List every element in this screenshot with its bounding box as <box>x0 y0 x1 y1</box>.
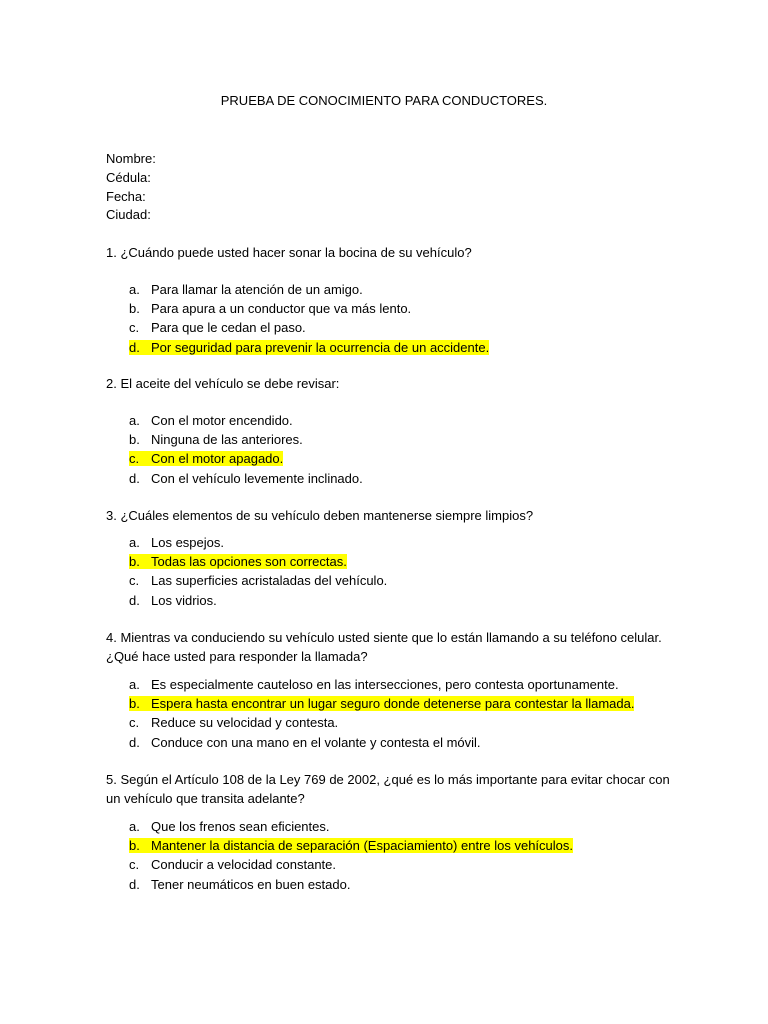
option-text: Tener neumáticos en buen estado. <box>151 876 351 892</box>
question-2-options <box>129 411 363 488</box>
question-1-options <box>129 280 489 357</box>
question-3-option-d <box>129 591 387 610</box>
option-letter: b. <box>129 696 140 712</box>
option-text: Reduce su velocidad y contesta. <box>151 715 339 731</box>
document-title: PRUEBA DE CONOCIMIENTO PARA CONDUCTORES. <box>220 93 548 108</box>
option-text: Con el motor encendido. <box>151 413 293 428</box>
option-letter: a. <box>129 282 140 297</box>
id-field-label: Cédula: <box>106 169 151 185</box>
option-text: Las superficies acristaladas del vehículo. <box>151 573 388 589</box>
question-3-option-b <box>129 552 387 571</box>
question-1-option-a <box>129 280 489 299</box>
option-text: Los vidrios. <box>151 592 217 608</box>
question-4-option-c <box>129 713 634 732</box>
option-text: Con el motor apagado. <box>151 451 284 467</box>
question-4-option-b <box>129 694 634 713</box>
question-5-option-d <box>129 875 573 894</box>
question-5-option-a <box>129 817 573 836</box>
option-letter: c. <box>129 451 140 467</box>
option-text: Espera hasta encontrar un lugar seguro donde detenerse para contestar la llamada. <box>151 696 635 712</box>
option-text: Para apura a un conductor que va más lento. <box>151 301 412 317</box>
option-letter: d. <box>129 592 140 608</box>
option-letter: d. <box>129 876 140 892</box>
question-1: 1. ¿Cuándo puede usted hacer sonar la bocina de su vehículo? <box>106 245 472 260</box>
question-3-option-c <box>129 571 387 590</box>
option-text: Para que le cedan el paso. <box>151 320 306 336</box>
question-2: 2. El aceite del vehículo se debe revisar: <box>106 376 340 391</box>
question-1-option-b <box>129 299 489 318</box>
option-text: Mantener la distancia de separación (Espaciamiento) entre los vehículos. <box>151 838 574 854</box>
personal-info-block <box>106 150 156 225</box>
question-5-options <box>129 817 573 894</box>
question-5-option-b <box>129 836 573 855</box>
question-1-option-d <box>129 338 489 357</box>
question-4-options <box>129 675 634 752</box>
option-text: Que los frenos sean eficientes. <box>151 819 330 834</box>
question-2-option-b <box>129 430 363 449</box>
city-field-label: Ciudad: <box>106 207 151 223</box>
option-letter: c. <box>129 857 140 873</box>
question-5: 5. Según el Artículo 108 de la Ley 769 de 2002, ¿qué es lo más importante para evitar chocar con un vehículo que transita adelante? <box>106 772 670 806</box>
option-letter: b. <box>129 838 140 854</box>
question-4-option-a <box>129 675 634 694</box>
question-3-option-a <box>129 533 387 552</box>
option-text: Todas las opciones son correctas. <box>151 554 347 570</box>
option-text: Los espejos. <box>151 535 224 550</box>
option-letter: a. <box>129 413 140 428</box>
date-field-label: Fecha: <box>106 188 146 204</box>
option-text: Por seguridad para prevenir la ocurrencia de un accidente. <box>151 339 490 355</box>
option-text: Conducir a velocidad constante. <box>151 857 337 873</box>
option-text: Con el vehículo levemente inclinado. <box>151 470 363 486</box>
question-2-option-a <box>129 411 363 430</box>
option-letter: d. <box>129 470 140 486</box>
option-letter: d. <box>129 734 140 750</box>
question-3-options <box>129 533 387 610</box>
option-letter: a. <box>129 677 140 692</box>
option-letter: b. <box>129 554 140 570</box>
question-4-option-d <box>129 733 634 752</box>
question-4: 4. Mientras va conduciendo su vehículo usted siente que lo están llamando a su teléfono celular. ¿Qué hace usted para responder la llamada? <box>106 630 662 664</box>
question-1-option-c <box>129 318 489 337</box>
option-letter: b. <box>129 301 140 317</box>
option-letter: c. <box>129 715 140 731</box>
name-field-label: Nombre: <box>106 151 156 166</box>
option-letter: c. <box>129 573 140 589</box>
option-text: Es especialmente cauteloso en las intersecciones, pero contesta oportunamente. <box>151 677 619 692</box>
option-letter: d. <box>129 339 140 355</box>
option-letter: b. <box>129 432 140 448</box>
option-text: Conduce con una mano en el volante y contesta el móvil. <box>151 734 481 750</box>
question-3: 3. ¿Cuáles elementos de su vehículo deben mantenerse siempre limpios? <box>106 508 534 523</box>
option-letter: a. <box>129 819 140 834</box>
question-5-option-c <box>129 855 573 874</box>
option-text: Ninguna de las anteriores. <box>151 432 303 448</box>
option-letter: a. <box>129 535 140 550</box>
question-2-option-c <box>129 449 363 468</box>
question-2-option-d <box>129 469 363 488</box>
option-letter: c. <box>129 320 140 336</box>
option-text: Para llamar la atención de un amigo. <box>151 282 363 297</box>
